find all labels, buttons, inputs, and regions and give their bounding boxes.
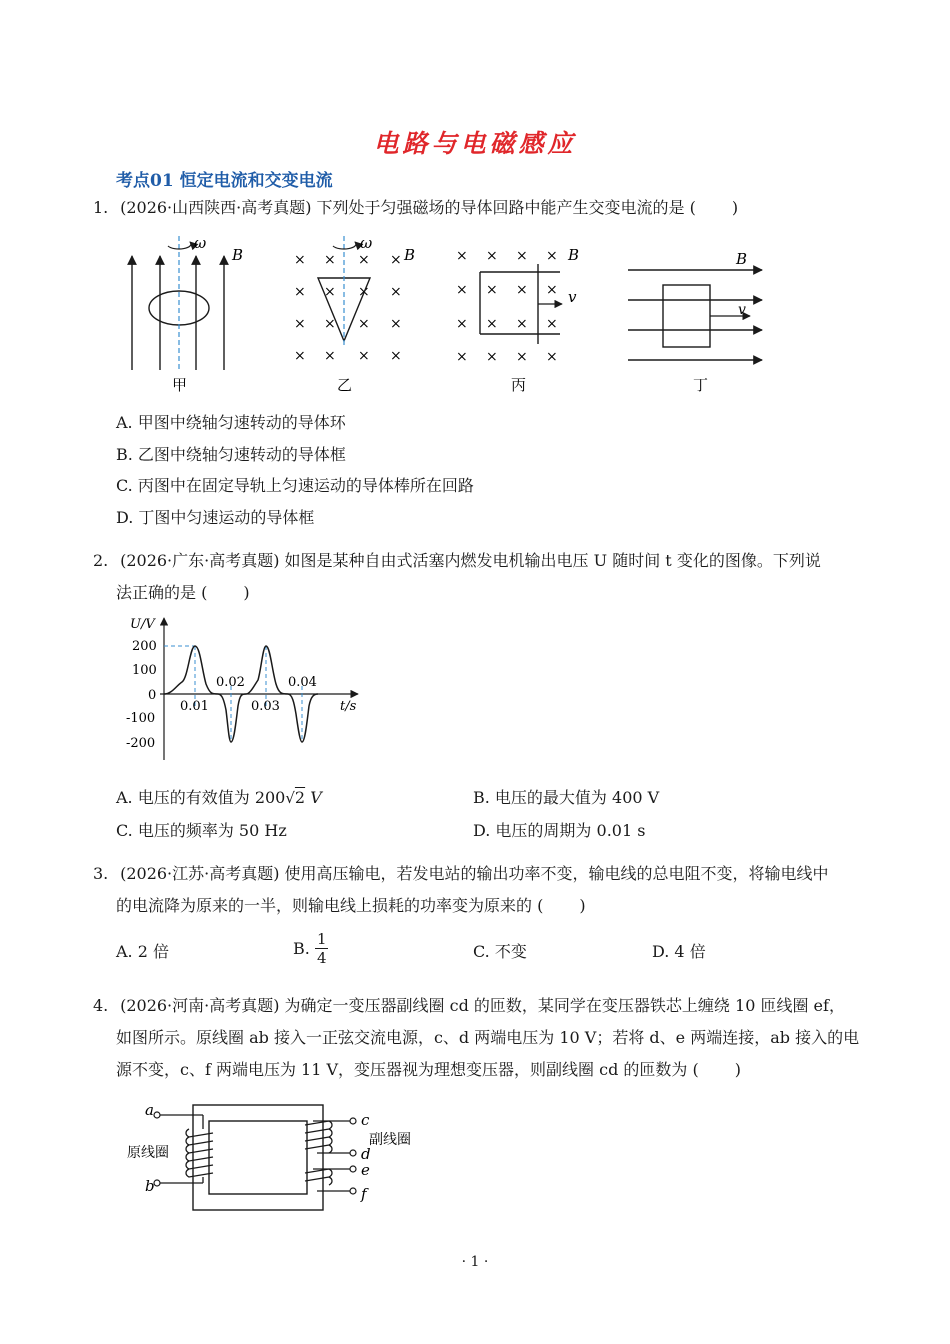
option-2a: A. 电压的有效值为 200√2 V [116, 788, 322, 807]
question-1-figure [110, 228, 790, 398]
y-axis-label: U/V [130, 617, 155, 632]
b-label: B [232, 246, 244, 264]
caption-jia: 甲 [172, 376, 188, 394]
option-1c: C. 丙图中在固定导轨上匀速运动的导体棒所在回路 [116, 476, 474, 495]
terminal-d: d [361, 1145, 371, 1163]
question-number: 4. [93, 996, 109, 1015]
question-text-line2: 法正确的是 ( [116, 583, 208, 602]
xtick: 0.03 [251, 699, 280, 714]
question-text-line2: 如图所示。原线圈 ab 接入一正弦交流电源，c、d 两端电压为 10 V；若将 d、e 两端连接，ab 接入的电 [116, 1028, 860, 1047]
question-2-graph [118, 610, 378, 770]
option-3a: A. 2 倍 [116, 942, 169, 961]
svg-text:×: × [294, 348, 306, 364]
svg-text:×: × [324, 252, 336, 268]
terminal-c: c [361, 1111, 370, 1129]
question-number: 3. [93, 864, 109, 883]
question-3 [93, 858, 868, 890]
omega-label: ω [360, 234, 373, 252]
terminal-e: e [361, 1161, 370, 1179]
bracket-close: ) [734, 1060, 742, 1079]
option-1d: D. 丁图中匀速运动的导体框 [116, 508, 315, 527]
question-text-line1: (2026·河南·高考真题) 为确定一变压器副线圈 cd 的匝数，某同学在变压器铁芯上缠绕 10 匝线圈 ef， [120, 996, 845, 1015]
caption-bing: 丙 [511, 376, 527, 394]
question-1 [93, 192, 868, 224]
ytick: 200 [132, 639, 157, 654]
section-title: 考点01 恒定电流和交变电流 [116, 171, 333, 191]
page-number: · 1 · [461, 1254, 489, 1270]
v-label: v [568, 288, 577, 306]
svg-text:×: × [294, 316, 306, 332]
bracket-close: ) [243, 583, 250, 602]
svg-text:×: × [546, 349, 558, 365]
svg-text:×: × [358, 348, 370, 364]
bracket-close: ) [579, 896, 586, 915]
b-label: B [568, 246, 580, 264]
svg-text:×: × [546, 248, 558, 264]
svg-text:×: × [486, 349, 498, 365]
svg-text:×: × [486, 316, 498, 332]
x-axis-label: t/s [340, 699, 357, 714]
svg-text:×: × [456, 248, 468, 264]
xtick: 0.04 [288, 675, 317, 690]
figure-bing [456, 246, 579, 394]
terminal-b: b [145, 1177, 155, 1195]
svg-text:×: × [456, 349, 468, 365]
question-number: 2. [93, 551, 109, 570]
b-label: B [404, 246, 416, 264]
caption-ding: 丁 [693, 376, 709, 394]
ytick: 100 [132, 663, 157, 678]
option-3b: B. $\frac{1}{4}$ [293, 930, 327, 967]
svg-text:×: × [486, 282, 498, 298]
svg-text:×: × [324, 284, 336, 300]
svg-text:×: × [294, 284, 306, 300]
question-4 [93, 990, 868, 1022]
question-text-line1: (2026·广东·高考真题) 如图是某种自由式活塞内燃发电机输出电压 U 随时间 t 变化的图像。下列说 [120, 551, 821, 570]
ytick: -100 [126, 711, 156, 726]
option-1a: A. 甲图中绕轴匀速转动的导体环 [116, 413, 346, 432]
option-2d: D. 电压的周期为 0.01 s [473, 821, 646, 840]
option-3d: D. 4 倍 [652, 942, 706, 961]
option-1b: B. 乙图中绕轴匀速转动的导体框 [116, 445, 346, 464]
figure-jia [132, 234, 243, 394]
v-label: v [738, 302, 746, 318]
xtick: 0.02 [216, 675, 245, 690]
svg-text:×: × [358, 252, 370, 268]
question-text-line2: 的电流降为原来的一半，则输电线上损耗的功率变为原来的 ( [116, 896, 544, 915]
terminal-f: f [361, 1185, 367, 1203]
svg-text:×: × [456, 316, 468, 332]
question-4-cont2 [116, 1054, 868, 1086]
terminal-a: a [145, 1101, 154, 1119]
svg-text:×: × [390, 252, 402, 268]
question-3-cont [116, 890, 868, 922]
svg-text:×: × [390, 284, 402, 300]
omega-label: ω [194, 234, 207, 252]
svg-text:×: × [516, 316, 528, 332]
figure-yi [294, 234, 415, 394]
document-title: 电路与电磁感应 [373, 129, 577, 158]
option-3c: C. 不变 [473, 942, 527, 961]
svg-text:×: × [516, 248, 528, 264]
svg-text:×: × [390, 348, 402, 364]
svg-text:×: × [546, 282, 558, 298]
svg-text:×: × [324, 348, 336, 364]
xtick: 0.01 [180, 699, 209, 714]
option-2c: C. 电压的频率为 50 Hz [116, 821, 287, 840]
svg-text:×: × [516, 282, 528, 298]
figure-ding [628, 250, 762, 394]
svg-text:×: × [486, 248, 498, 264]
question-2 [93, 545, 868, 577]
transformer-figure [125, 1095, 445, 1225]
bracket-close: ) [731, 198, 739, 217]
question-2-cont [116, 577, 868, 609]
question-number: 1. [93, 198, 109, 217]
svg-text:×: × [294, 252, 306, 268]
question-text-line3: 源不变，c、f 两端电压为 11 V，变压器视为理想变压器，则副线圈 cd 的匝数为 ( [116, 1060, 699, 1079]
svg-text:×: × [390, 316, 402, 332]
svg-text:×: × [324, 316, 336, 332]
svg-text:×: × [358, 316, 370, 332]
question-4-cont1 [116, 1022, 868, 1054]
secondary-coil-label: 副线圈 [369, 1132, 411, 1148]
svg-text:×: × [546, 316, 558, 332]
caption-yi: 乙 [337, 376, 353, 394]
ytick: 0 [148, 688, 157, 703]
ytick: -200 [126, 736, 156, 751]
svg-text:×: × [516, 349, 528, 365]
primary-coil-label: 原线圈 [127, 1145, 169, 1161]
svg-text:×: × [358, 284, 370, 300]
question-text-line1: (2026·江苏·高考真题) 使用高压输电，若发电站的输出功率不变，输电线的总电阻不变，将输电线中 [120, 864, 829, 883]
question-text: (2026·山西陕西·高考真题) 下列处于匀强磁场的导体回路中能产生交变电流的是 ( [120, 198, 696, 217]
b-label: B [736, 250, 748, 268]
option-2b: B. 电压的最大值为 400 V [473, 788, 660, 807]
svg-text:×: × [456, 282, 468, 298]
